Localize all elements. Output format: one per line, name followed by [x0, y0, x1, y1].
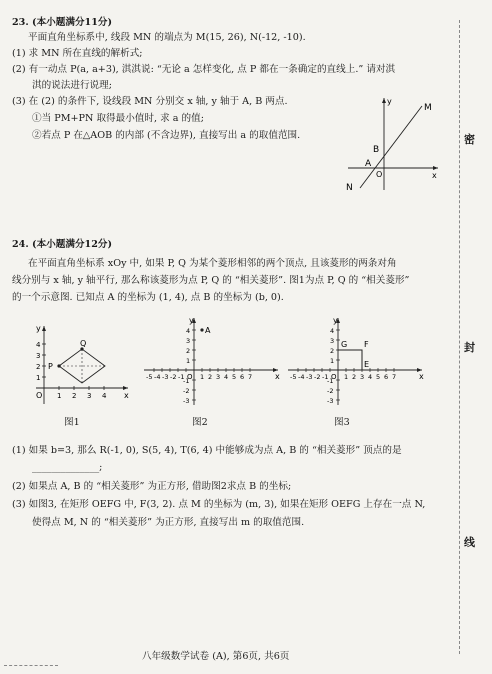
fig3-xtick: 4 — [368, 373, 373, 381]
fig2-xtick: -3 — [162, 373, 169, 381]
fig2-xtick: 6 — [240, 373, 245, 381]
fig2-xtick: 3 — [216, 373, 221, 381]
fig3-o-label: O — [331, 373, 337, 381]
fig1-x-label: x — [124, 391, 129, 400]
fig1-caption: 图1 — [64, 417, 80, 428]
fig3-caption: 图3 — [334, 417, 350, 428]
fig1-q-label: Q — [80, 339, 87, 348]
fig3-xtick: -4 — [298, 373, 305, 381]
q23-part1: (1) 求 MN 所在直线的解析式; — [12, 48, 143, 59]
q23-intro: 平面直角坐标系中, 线段 MN 的端点为 M(15, 26), N(-12, -10). — [28, 32, 306, 43]
q23-part3-sub2: ②若点 P 在△AOB 的内部 (不含边界), 直接写出 a 的取值范围. — [32, 130, 301, 141]
fig3-xtick: -5 — [290, 373, 297, 381]
fig1-p-label: P — [48, 362, 53, 371]
q23-fig-m-label: M — [424, 103, 432, 113]
fig2-ytick: 2 — [186, 347, 191, 355]
fig2-caption: 图2 — [192, 417, 208, 428]
fig3-xtick: 1 — [344, 373, 349, 381]
fig3-xtick: 6 — [384, 373, 389, 381]
fig3-ytick: 2 — [330, 347, 335, 355]
q23-figure — [340, 94, 450, 194]
fig3-xtick: -2 — [314, 373, 321, 381]
fig2-xtick: 2 — [208, 373, 213, 381]
fig2-xtick: -5 — [146, 373, 153, 381]
fig1-ytick: 1 — [36, 374, 41, 382]
fig3-x-label: x — [419, 372, 424, 381]
q24-figure-3 — [286, 315, 426, 407]
q24-part2: (2) 如果点 A, B 的 “相关菱形” 为正方形, 借助图2求点 B 的坐标; — [12, 481, 292, 492]
fig2-y-label: y — [189, 316, 194, 325]
q23-fig-o-label: O — [376, 170, 383, 179]
fig2-o-label: O — [187, 373, 193, 381]
q23-fig-b-label: B — [373, 145, 380, 155]
q23-fig-a-label: A — [365, 159, 372, 169]
fig3-ytick: -3 — [327, 397, 334, 405]
fig2-xtick: 4 — [224, 373, 229, 381]
fig3-ytick: 3 — [330, 337, 335, 345]
fig1-xtick: 3 — [87, 392, 92, 400]
fig2-xtick: -2 — [170, 373, 177, 381]
fig1-ytick: 3 — [36, 352, 41, 360]
fig3-xtick: 2 — [352, 373, 357, 381]
q24-part3-line1: (3) 如图3, 在矩形 OEFG 中, F(3, 2). 点 M 的坐标为 (m, 3), 如果在矩形 OEFG 上存在一点 N, — [12, 499, 426, 510]
seal-mark-xian: 线 — [464, 536, 475, 549]
q23-heading: 23. (本小题满分11分) — [12, 17, 113, 28]
q23-fig-x-label: x — [432, 171, 437, 180]
fig2-a-label: A — [205, 326, 211, 335]
page-footer: 八年级数学试卷 (A), 第6页, 共6页 — [142, 651, 290, 662]
q24-intro-line2: 线分别与 x 轴, y 轴平行, 那么称该菱形为点 P, Q 的 “相关菱形”. 图1为点 P, Q 的 “相关菱形” — [12, 275, 410, 286]
q24-intro-line3: 的一个示意图. 已知点 A 的坐标为 (1, 4), 点 B 的坐标为 (b, 0). — [12, 292, 284, 303]
fig3-ytick: 4 — [330, 327, 335, 335]
fig3-ytick: -2 — [327, 387, 334, 395]
fig2-x-label: x — [275, 372, 280, 381]
fig2-xtick: -1 — [178, 373, 185, 381]
q24-intro-line1: 在平面直角坐标系 xOy 中, 如果 P, Q 为某个菱形相邻的两个顶点, 且该菱形的两条对角 — [28, 258, 397, 269]
q23-fig-y-label: y — [387, 97, 392, 106]
fig2-ytick: 1 — [186, 357, 191, 365]
fig1-xtick: 2 — [72, 392, 77, 400]
fig2-xtick: 7 — [248, 373, 253, 381]
q23-part2-line1: (2) 有一动点 P(a, a+3), 淇淇说: “无论 a 怎样变化, 点 P 都在一条确定的直线上.” 请对淇 — [12, 64, 396, 75]
fig1-ytick: 4 — [36, 341, 41, 349]
seal-mark-feng: 封 — [464, 341, 475, 354]
fig2-xtick: -4 — [154, 373, 161, 381]
q23-part3-sub1: ①当 PM+PN 取得最小值时, 求 a 的值; — [32, 113, 204, 124]
fig1-ytick: 2 — [36, 363, 41, 371]
fig3-xtick: -3 — [306, 373, 313, 381]
fig3-xtick: 7 — [392, 373, 397, 381]
fig2-xtick: 5 — [232, 373, 237, 381]
fig1-xtick: 4 — [102, 392, 107, 400]
fig2-ytick: -2 — [183, 387, 190, 395]
fig1-o-label: O — [36, 391, 43, 400]
q24-part1-line1: (1) 如果 b=3, 那么 R(-1, 0), S(5, 4), T(6, 4) 中能够成为点 A, B 的 “相关菱形” 顶点的是 — [12, 445, 402, 456]
fig3-e-label: E — [364, 360, 370, 369]
q23-fig-n-label: N — [346, 183, 353, 193]
fig2-ytick: -1 — [183, 377, 190, 385]
fig3-ytick: -1 — [327, 377, 334, 385]
fig2-ytick: 4 — [186, 327, 191, 335]
seal-mark-mi: 密 — [464, 133, 475, 146]
q23-part3: (3) 在 (2) 的条件下, 设线段 MN 分别交 x 轴, y 轴于 A, B 两点. — [12, 96, 288, 107]
fig1-xtick: 1 — [57, 392, 62, 400]
q24-part3-line2: 使得点 M, N 的 “相关菱形” 为正方形, 直接写出 m 的取值范围. — [32, 517, 305, 528]
fig3-xtick: 5 — [376, 373, 381, 381]
fig1-y-label: y — [36, 324, 41, 333]
q24-heading: 24. (本小题满分12分) — [12, 239, 113, 250]
fig3-xtick: 3 — [360, 373, 365, 381]
bottom-dash — [4, 665, 58, 666]
fig3-xtick: -1 — [322, 373, 329, 381]
binding-line — [459, 20, 460, 654]
fig3-ytick: 1 — [330, 357, 335, 365]
fig2-xtick: 1 — [200, 373, 205, 381]
q24-part1-answer-blank: ______________; — [32, 462, 103, 473]
q23-part2-line2: 淇的说法进行说理; — [32, 80, 112, 91]
q24-figure-1 — [28, 322, 140, 412]
fig2-ytick: 3 — [186, 337, 191, 345]
q24-figure-2 — [142, 315, 282, 407]
fig3-f-label: F — [364, 340, 369, 349]
fig3-g-label: G — [341, 340, 348, 349]
fig3-y-label: y — [333, 316, 338, 325]
fig2-ytick: -3 — [183, 397, 190, 405]
